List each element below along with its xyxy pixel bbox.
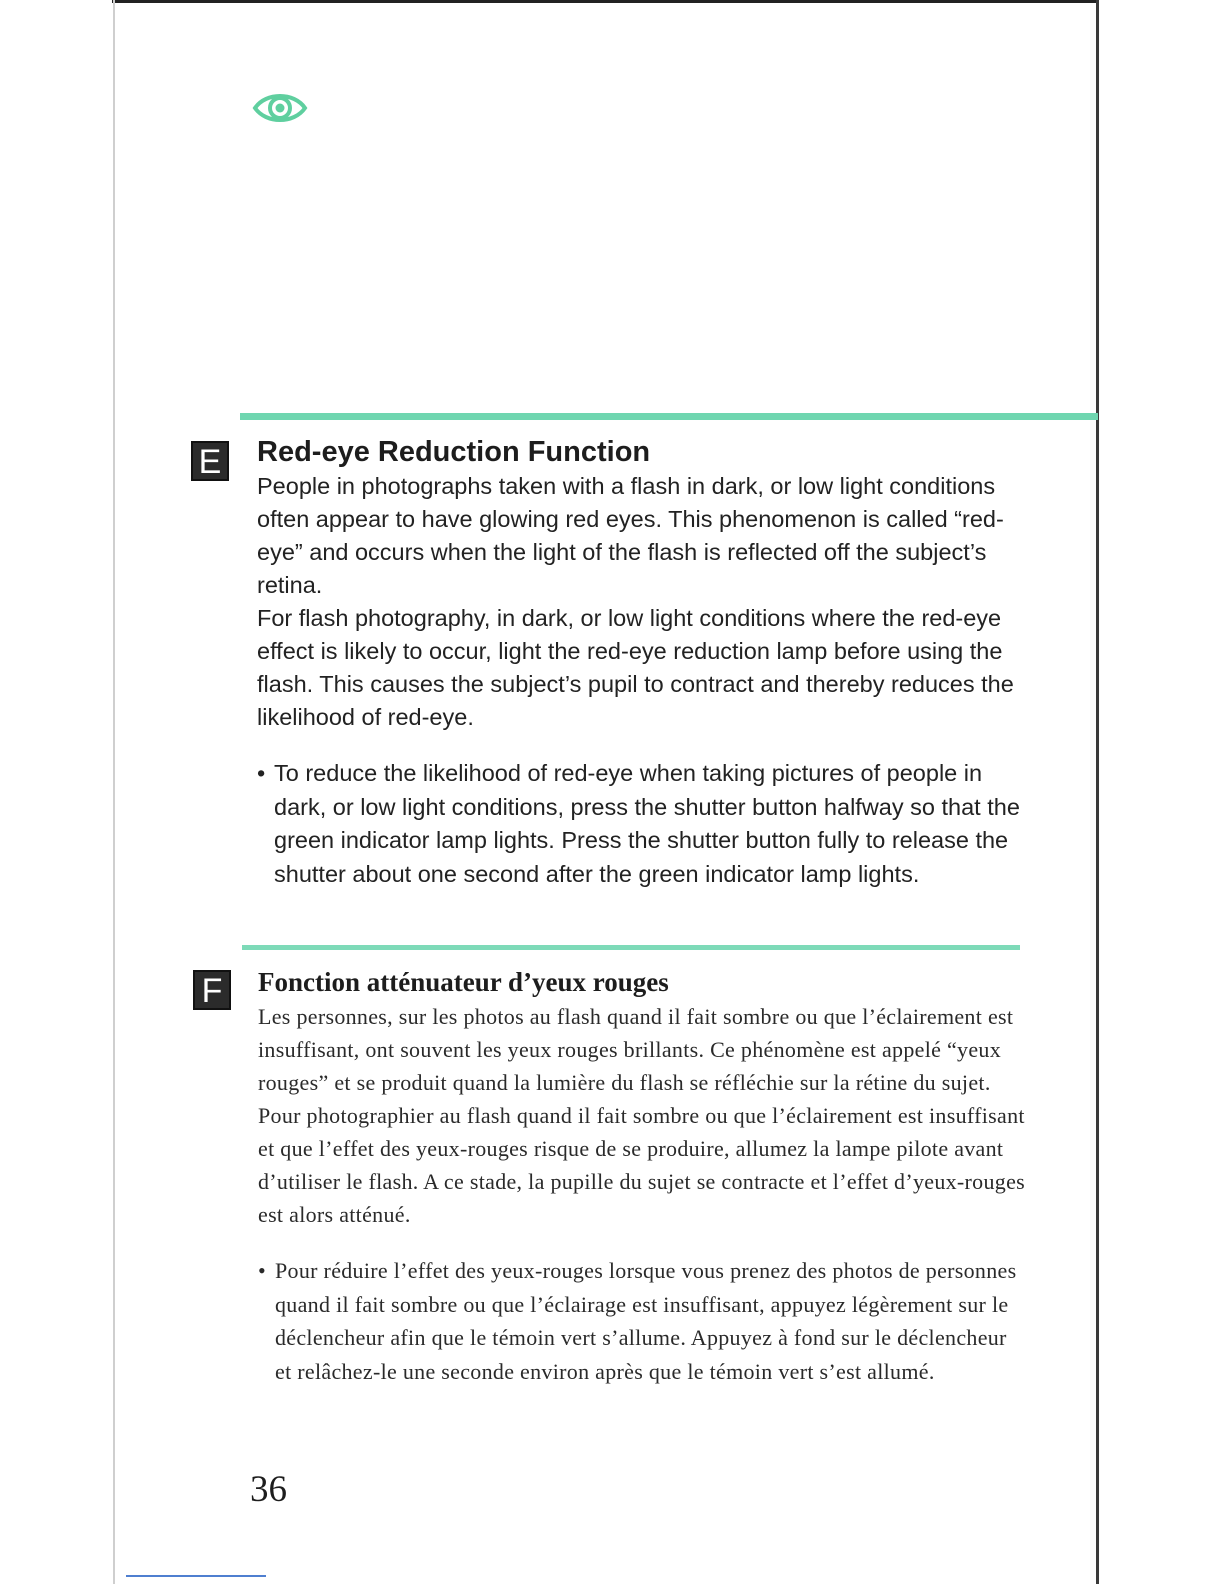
english-section-title: Red-eye Reduction Function <box>257 436 651 468</box>
page-top-edge <box>112 0 1098 3</box>
english-bullet-item <box>257 757 1027 891</box>
french-paragraph-1: Les personnes, sur les photos au flash quand il fait sombre ou que l’éclairement est insuffisant, ont souvent les yeux rouges brillants. Ce phénomène est appelé “yeux rouges” et se produit quand la lumière du flash se réfléchie sur la rétine du sujet. <box>258 1004 1014 1095</box>
section-divider-middle <box>242 945 1020 950</box>
bullet-marker: • <box>258 1258 267 1283</box>
language-badge-french: F <box>193 970 231 1010</box>
french-bullet-item <box>258 1254 1028 1388</box>
french-paragraph-2: Pour photographier au flash quand il fait sombre ou que l’éclairement est insuffisant et que l’effet des yeux-rouges risque de se produire, allumez la lampe pilote avant d’utiliser le flash. A ce stade, la pupille du sujet se contracte et l’effet d’yeux-rouges est alors atténué. <box>258 1103 1026 1227</box>
page-left-edge <box>113 0 115 1584</box>
bullet-marker: • <box>257 760 266 786</box>
french-bullet-text: Pour réduire l’effet des yeux-rouges lorsque vous prenez des photos de personnes quand il fait sombre ou que l’éclairage est insuffisant, appuyez légèrement sur le déclencheur afin que le témoin vert s’allume. Appuyez à fond sur le déclencheur et relâchez-le une seconde environ après que le témoin vert s’est allumé. <box>275 1258 1017 1384</box>
section-divider-top <box>240 413 1098 420</box>
language-badge-english: E <box>191 441 229 481</box>
french-section-title: Fonction atténuateur d’yeux rouges <box>258 967 669 997</box>
english-section <box>257 434 1027 891</box>
page-right-edge <box>1096 0 1099 1584</box>
eye-icon <box>252 86 308 130</box>
bottom-scan-mark <box>126 1575 266 1577</box>
english-paragraph-2: For flash photography, in dark, or low light conditions where the red-eye effect is likely to occur, light the red-eye reduction lamp before using the flash. This causes the subject’s pupil to contract and thereby reduces the likelihood of red-eye. <box>257 605 1014 730</box>
french-section <box>258 964 1028 1388</box>
english-bullet-text: To reduce the likelihood of red-eye when taking pictures of people in dark, or low light conditions, press the shutter button halfway so that the green indicator lamp lights. Press the shutter button fully to release the shutter about one second after the green indicator lamp lights. <box>274 760 1020 887</box>
english-paragraph-1: People in photographs taken with a flash in dark, or low light conditions often appear to have glowing red eyes. This phenomenon is called “red-eye” and occurs when the light of the flash is reflected off the subject’s retina. <box>257 473 1004 598</box>
page-number: 36 <box>250 1469 287 1510</box>
